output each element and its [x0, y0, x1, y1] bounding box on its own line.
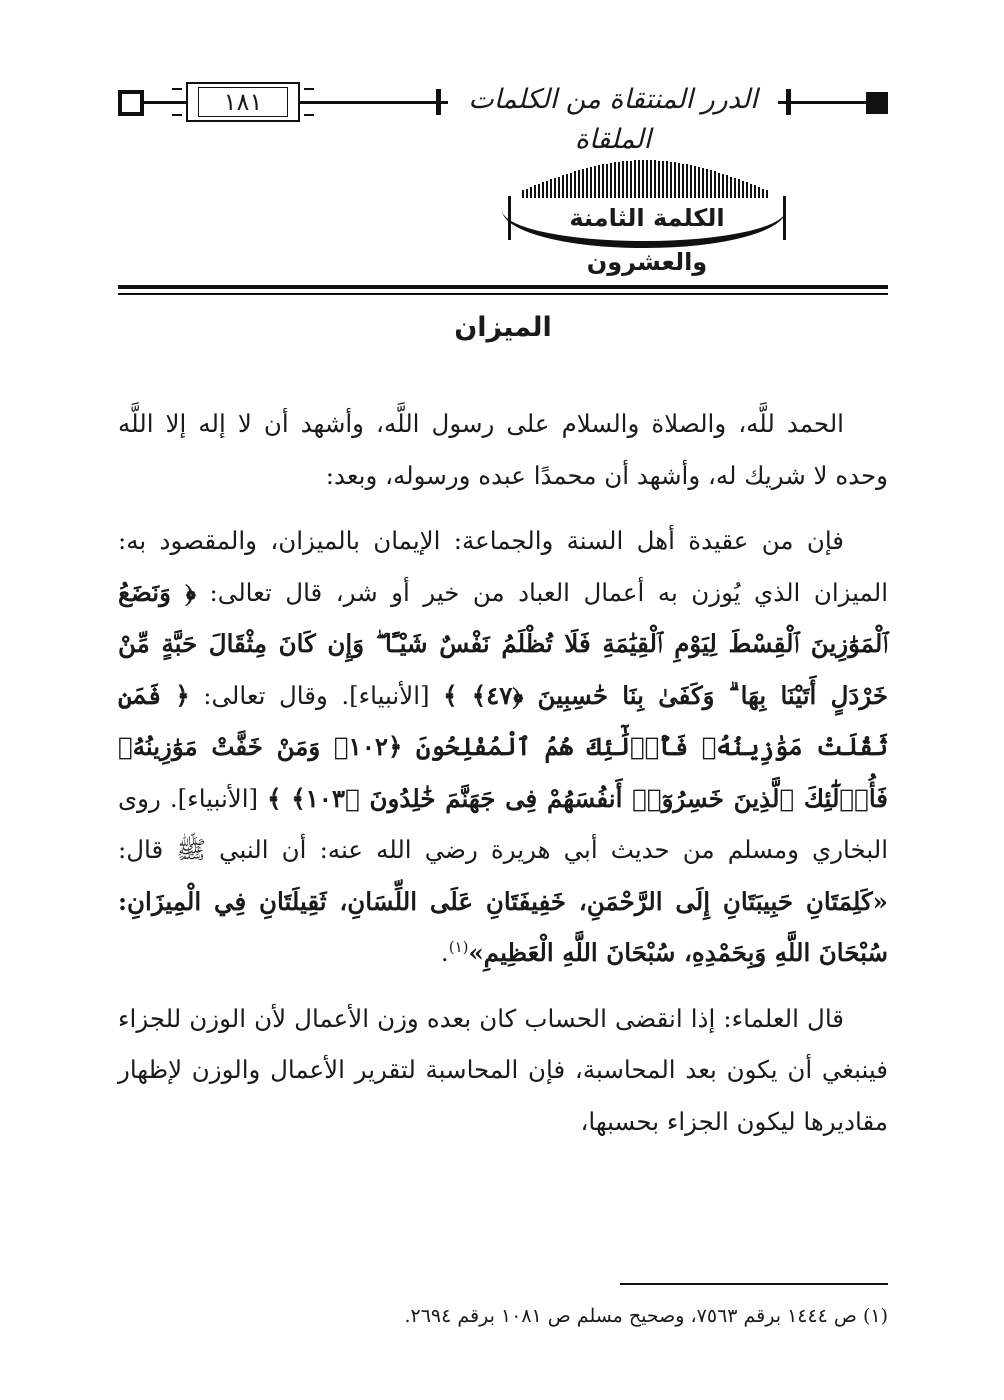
comb-tooth: [590, 167, 592, 198]
header-square-outline: [118, 90, 144, 116]
header-rule-middle: [296, 101, 448, 104]
quran-verse-anbiya-47: ﴿ وَنَضَعُ ٱلْمَوَٰزِينَ ٱلْقِسْطَ لِيَوْمِ ٱلْقِيَٰمَةِ فَلَا تُظْلَمُ نَفْسٌ شَيْـًٔا ۖ وَإِن كَانَ مِثْقَالَ حَبَّةٍ مِّنْ خَرْدَلٍ أَتَيْنَا بِهَا ۗ وَكَفَىٰ بِنَا حَٰسِبِينَ ﴿٤٧﴾ ﴾: [118, 577, 888, 710]
comb-tooth: [582, 169, 584, 198]
comb-tooth: [658, 161, 660, 199]
footnote-marker: (١): [448, 937, 469, 956]
comb-tooth: [706, 169, 708, 198]
comb-tooth: [682, 164, 684, 199]
comb-tooth: [618, 162, 620, 198]
mizan-intro: فإن من عقيدة أهل السنة والجماعة: الإيمان بالميزان، والمقصود به: الميزان الذي يُوزن به أعمال العباد من خير أو شر، قال تعالى:: [118, 526, 888, 607]
book-title: الدرر المنتقاة من الكلمات الملقاة: [448, 80, 778, 120]
comb-tooth: [642, 160, 644, 198]
comb-tooth: [710, 170, 712, 198]
comb-tooth: [670, 162, 672, 198]
comb-tooth: [702, 168, 704, 198]
footnote: (١) ص ١٤٤٤ برقم ٧٥٦٣، وصحيح مسلم ص ١٠٨١ برقم ٢٦٩٤.: [404, 1305, 888, 1327]
page-number: ١٨١: [198, 87, 288, 117]
footnote-rule: [620, 1283, 888, 1285]
comb-tooth: [566, 174, 568, 198]
comb-tooth: [714, 171, 716, 198]
comb-tooth: [698, 167, 700, 198]
comb-tooth: [562, 175, 564, 198]
comb-tooth: [586, 168, 588, 198]
comb-tooth: [594, 166, 596, 198]
header-rule-right: [778, 101, 866, 104]
hadith-text: «كَلِمَتَانِ حَبِيبَتَانِ إِلَى الرَّحْمَنِ، خَفِيفَتَانِ عَلَى اللِّسَانِ، ثَقِيلَتَانِ فِي الْمِيزَانِ: سُبْحَانَ اللَّهِ وَبِحَمْدِهِ، سُبْحَانَ اللَّهِ الْعَظِيمِ»: [118, 886, 888, 967]
scholars-text: قال العلماء: إذا انقضى الحساب كان بعده وزن الأعمال لأن الوزن للجزاء فينبغي أن يكون بعد المحاسبة، فإن المحاسبة لتقرير الأعمال والوزن لإظهار مقاديرها ليكون الجزاء بحسبها،: [118, 1003, 888, 1136]
verse-reference-2: [الأنبياء]. روى البخاري ومسلم من حديث أبي هريرة رضي الله عنه: أن النبي ﷺ قال:: [118, 783, 888, 864]
paragraph-scholars: [118, 993, 888, 1148]
comb-tooth: [554, 178, 556, 198]
opening-text: الحمد للَّه، والصلاة والسلام على رسول اللَّه، وأشهد أن لا إله إلا اللَّه وحده لا شريك له، وأشهد أن محمدًا عبده ورسوله، وبعد:: [118, 409, 888, 490]
comb-tooth: [722, 174, 724, 198]
comb-tooth: [726, 175, 728, 198]
chapter-label: الكلمة الثامنة والعشرون: [508, 196, 786, 240]
comb-tooth: [558, 177, 560, 198]
comb-tooth: [622, 161, 624, 198]
comb-tooth: [690, 165, 692, 198]
comb-tooth: [678, 163, 680, 198]
comb-tooth: [654, 160, 656, 198]
comb-tooth: [666, 161, 668, 198]
comb-tooth: [614, 162, 616, 198]
comb-tooth: [578, 170, 580, 198]
header-square-solid: [866, 92, 888, 114]
comb-tooth: [606, 164, 608, 199]
comb-tooth: [650, 160, 652, 198]
comb-tooth: [602, 164, 604, 198]
body-text: [118, 398, 888, 1147]
hadith-end: .: [440, 938, 449, 967]
comb-tooth: [626, 161, 628, 198]
title-separator-thick: [118, 285, 888, 289]
chapter-banner: [500, 158, 790, 276]
banner-comb-ornament: [520, 158, 770, 198]
quran-verse-muminun-102-103: ﴿ فَمَن ثَقُلَتْ مَوَٰزِينُهُۥ فَأُو۟لَٰٓئِكَ هُمُ ٱلْمُفْلِحُونَ ﴿١٠٢﴾ وَمَنْ خَفَّتْ مَوَٰزِينُهُۥ فَأُو۟لَٰٓئِكَ ٱلَّذِينَ خَسِرُوٓا۟ أَنفُسَهُمْ فِى جَهَنَّمَ خَٰلِدُونَ ﴿١٠٣﴾ ﴾: [118, 680, 888, 813]
comb-tooth: [662, 161, 664, 198]
comb-tooth: [574, 171, 576, 198]
running-header: [118, 80, 888, 155]
comb-tooth: [718, 173, 720, 198]
paragraph-opening: [118, 398, 888, 501]
section-title: الميزان: [454, 312, 552, 343]
header-bar-right: [786, 89, 791, 115]
comb-tooth: [610, 163, 612, 198]
verse-reference-1: [الأنبياء]. وقال تعالى:: [203, 680, 430, 710]
comb-tooth: [730, 177, 732, 198]
page-number-frame: [186, 82, 300, 122]
comb-tooth: [638, 160, 640, 198]
comb-tooth: [694, 166, 696, 198]
comb-tooth: [734, 178, 736, 198]
comb-tooth: [674, 162, 676, 198]
comb-tooth: [630, 161, 632, 199]
header-bar-left: [436, 89, 441, 115]
paragraph-mizan: [118, 515, 888, 979]
comb-tooth: [646, 160, 648, 198]
comb-tooth: [570, 173, 572, 198]
comb-tooth: [686, 164, 688, 198]
comb-tooth: [634, 160, 636, 198]
title-separator-thin: [118, 293, 888, 295]
comb-tooth: [598, 165, 600, 198]
